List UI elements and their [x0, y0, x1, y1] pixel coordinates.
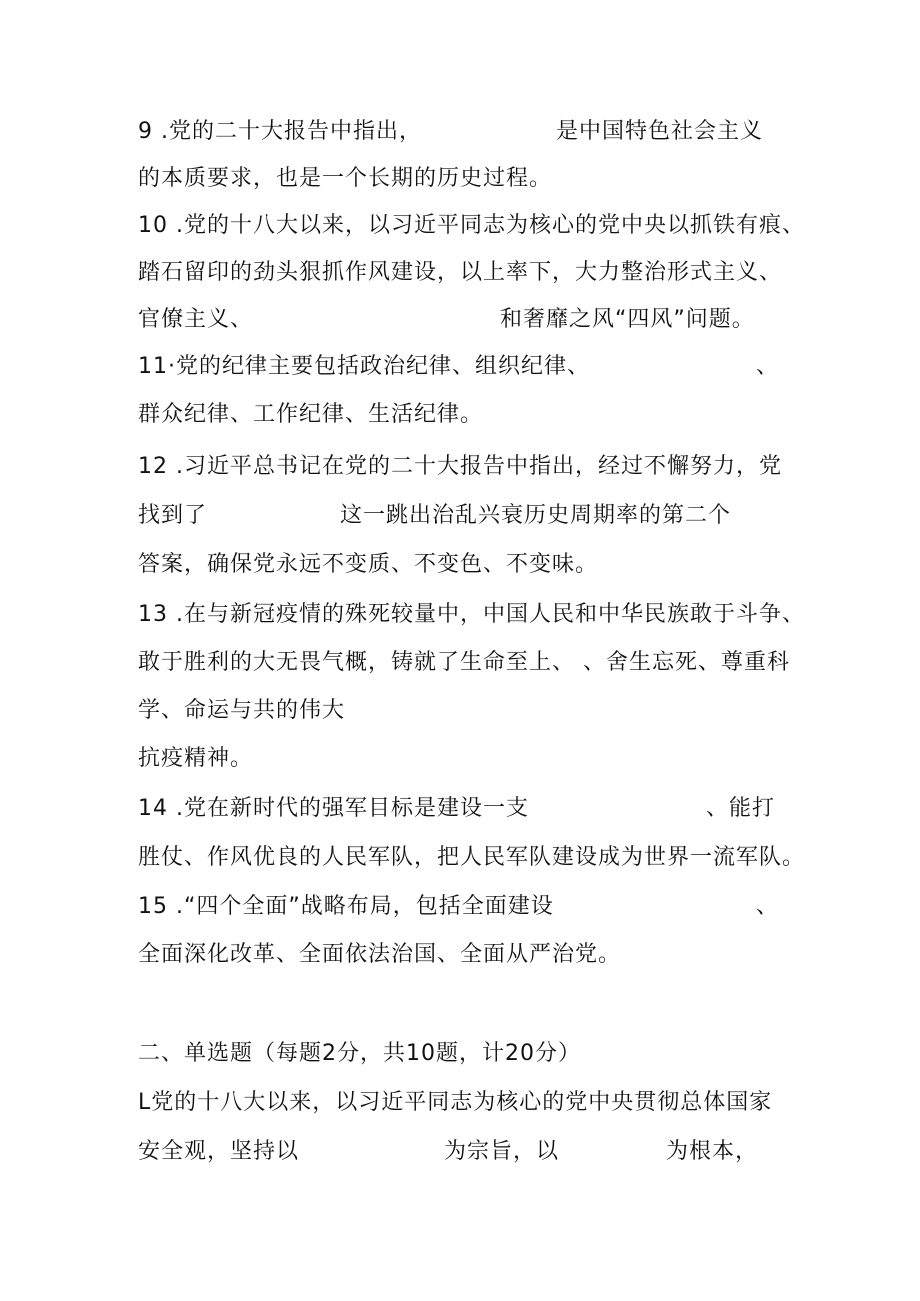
question-12-line-2a: 找到了 — [138, 503, 208, 528]
question-14-line-2: 胜仗、作风优良的人民军队，把人民军队建设成为世界一流军队。 — [138, 845, 806, 870]
question-10-line-2: 踏石留印的劲头狠抓作风建设，以上率下，大力整治形式主义、 — [138, 260, 783, 285]
question-15-line-1b: 、 — [756, 894, 780, 919]
question-13-line-2: 敢于胜利的大无畏气概，铸就了生命至上、 、舍生忘死、尊重科 — [138, 650, 790, 675]
section-2-heading: 二、单选题（每题2分，共10题，计20分） — [138, 1041, 581, 1066]
question-12-line-2b: 这一跳出治乱兴衰历史周期率的第二个 — [340, 503, 732, 528]
question-12-line-1: 12 .习近平总书记在党的二十大报告中指出，经过不懈努力，党 — [138, 454, 782, 479]
question-14-line-1b: 、能打 — [706, 796, 776, 821]
question-9-line-1a: 9 .党的二十大报告中指出， — [138, 119, 422, 144]
question-14-line-1a: 14 .党在新时代的强军目标是建设一支 — [138, 796, 529, 821]
question-10-line-3a: 官僚主义、 — [138, 307, 254, 332]
question-13-line-1: 13 .在与新冠疫情的殊死较量中，中国人民和中华民族敢于斗争、 — [138, 602, 805, 627]
section-2-question-1-line-2b: 为宗旨，以 — [444, 1139, 560, 1164]
section-2-question-1-line-2c: 为根本， — [666, 1139, 759, 1164]
question-10-line-1: 10 .党的十八大以来，以习近平同志为核心的党中央以抓铁有痕、 — [138, 213, 805, 238]
section-2-question-1-line-2a: 安全观，坚持以 — [138, 1139, 300, 1164]
question-11-line-2: 群众纪律、工作纪律、生活纪律。 — [138, 402, 484, 427]
section-2-question-1-line-1: L党的十八大以来，以习近平同志为核心的党中央贯彻总体国家 — [138, 1090, 773, 1115]
question-15-line-2: 全面深化改革、全面依法治国、全面从严治党。 — [138, 942, 622, 967]
question-11-line-1b: 、 — [756, 354, 780, 379]
question-12-line-3: 答案，确保党永远不变质、不变色、不变味。 — [138, 552, 599, 577]
question-10-line-3b: 和奢靡之风“四风”问题。 — [500, 307, 755, 332]
question-9-line-2: 的本质要求，也是一个长期的历史过程。 — [138, 166, 553, 191]
question-13-line-4: 抗疫精神。 — [138, 746, 254, 771]
question-13-line-3: 学、命运与共的伟大 — [138, 698, 346, 723]
question-9-line-1b: 是中国特色社会主义 — [556, 119, 764, 144]
question-15-line-1a: 15 .“四个全面”战略布局，包括全面建设 — [138, 894, 554, 919]
question-11-line-1a: 11·党的纪律主要包括政治纪律、组织纪律、 — [138, 354, 590, 379]
